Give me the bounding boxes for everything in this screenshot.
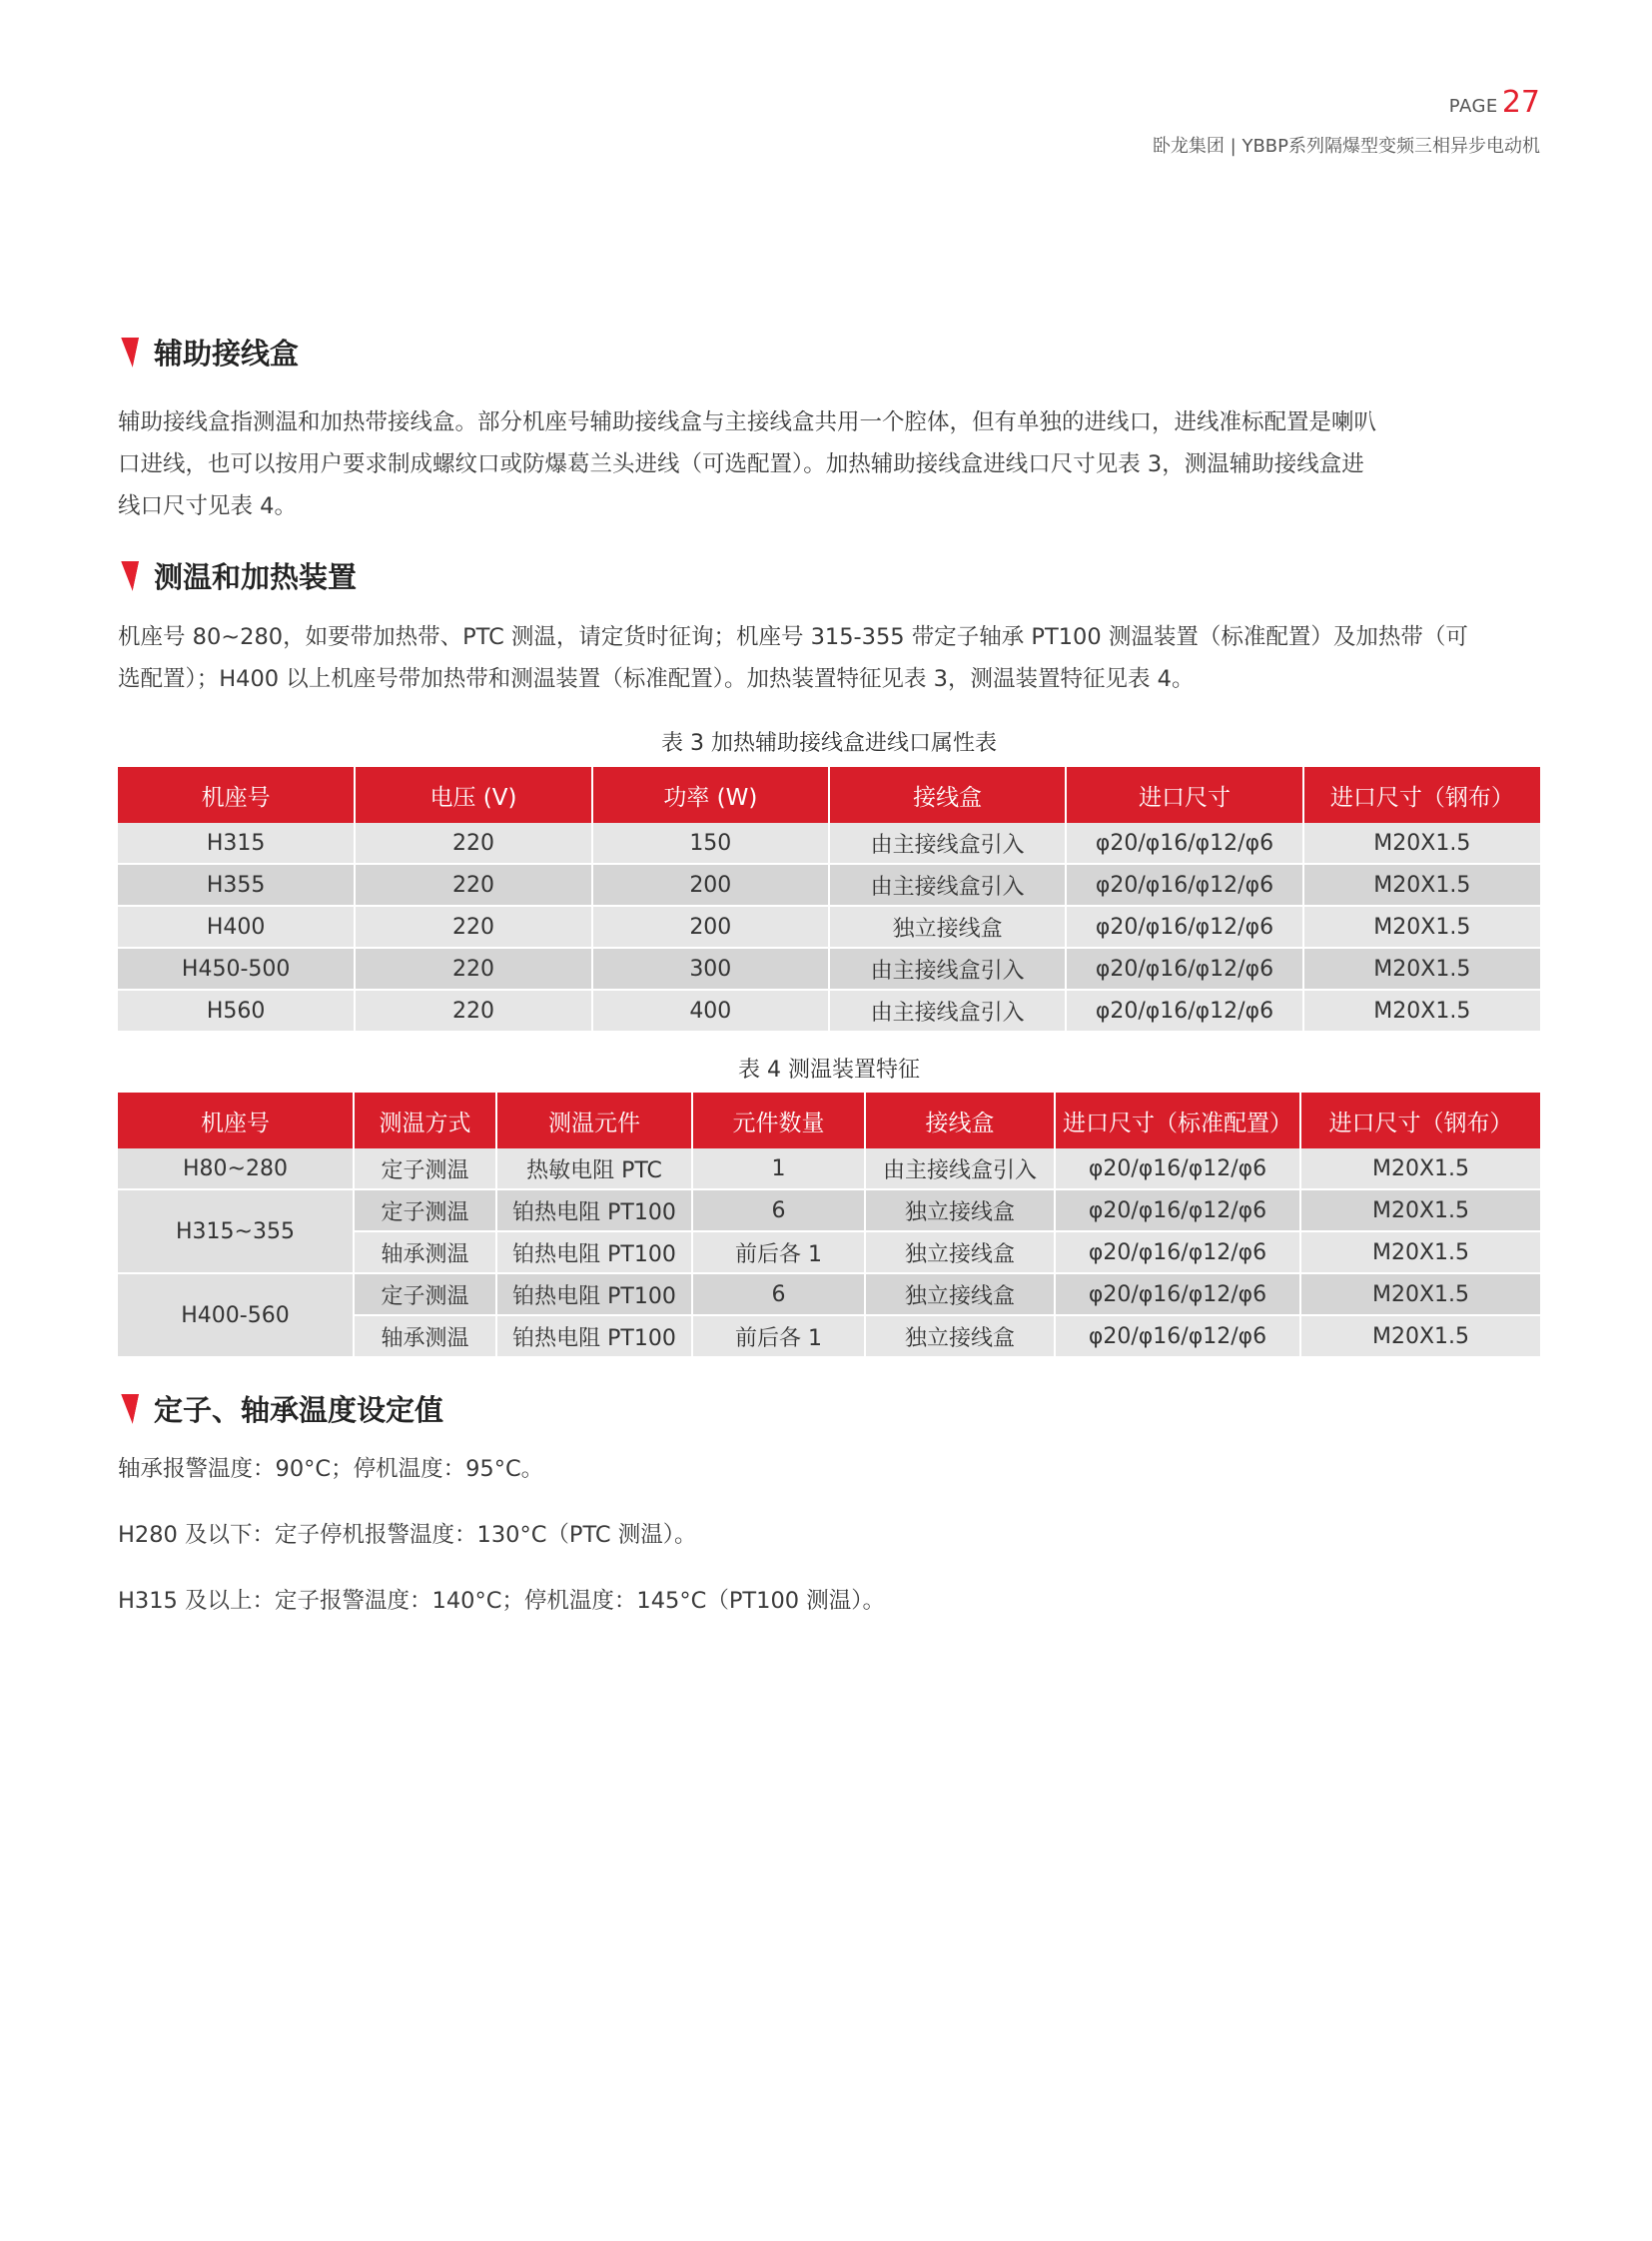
section-temperature-heating [118, 555, 1540, 596]
table-cell: 定子测温 [354, 1189, 496, 1231]
column-header: 机座号 [118, 1093, 354, 1148]
table-cell: H400 [118, 906, 355, 948]
section-marker-icon [115, 561, 139, 591]
table-cell: 150 [592, 823, 829, 864]
section-marker-icon [115, 1394, 139, 1424]
column-header: 元件数量 [692, 1093, 865, 1148]
table-cell: φ20/φ16/φ12/φ6 [1055, 1273, 1300, 1315]
table-cell: 铂热电阻 PT100 [496, 1189, 692, 1231]
table-cell: H560 [118, 990, 355, 1032]
table-cell: 300 [592, 948, 829, 990]
frame-group-cell: H400-560 [118, 1273, 354, 1357]
table-cell: 220 [355, 906, 591, 948]
table-cell: M20X1.5 [1300, 1315, 1540, 1357]
table-cell: M20X1.5 [1303, 906, 1540, 948]
section-auxiliary-box-body [118, 401, 1540, 527]
column-header: 测温元件 [496, 1093, 692, 1148]
table-cell: 由主接线盒引入 [829, 823, 1066, 864]
table-cell: M20X1.5 [1300, 1273, 1540, 1315]
table-cell: M20X1.5 [1300, 1148, 1540, 1189]
page-number: 27 [1501, 85, 1540, 120]
table-cell: M20X1.5 [1303, 864, 1540, 906]
table4-wrap [118, 1093, 1540, 1358]
table-row [118, 906, 1540, 948]
table-cell: 220 [355, 990, 591, 1032]
section-auxiliary-box [118, 332, 1540, 373]
table-cell: 前后各 1 [692, 1231, 865, 1273]
paragraph-line: 辅助接线盒指测温和加热带接线盒。部分机座号辅助接线盒与主接线盒共用一个腔体，但有单独的进线口，进线准标配置是喇叭 [118, 409, 1377, 435]
heating-box-table [118, 767, 1540, 1033]
table3-wrap [118, 767, 1540, 1033]
table-cell: 轴承测温 [354, 1315, 496, 1357]
section-temperature-settings-body [118, 1514, 1540, 1556]
table-cell: φ20/φ16/φ12/φ6 [1066, 864, 1302, 906]
table-header-row [118, 1093, 1540, 1148]
table-cell: 热敏电阻 PTC [496, 1148, 692, 1189]
table-cell: 独立接线盒 [865, 1189, 1055, 1231]
table-cell: φ20/φ16/φ12/φ6 [1055, 1315, 1300, 1357]
table-cell: H355 [118, 864, 355, 906]
column-header: 电压 (V) [355, 767, 591, 823]
column-header: 进口尺寸 [1066, 767, 1302, 823]
table-cell: 独立接线盒 [829, 906, 1066, 948]
table-cell: H315 [118, 823, 355, 864]
table-cell: 独立接线盒 [865, 1273, 1055, 1315]
frame-group-cell: H80~280 [118, 1148, 354, 1189]
page-header [1152, 85, 1540, 158]
table-cell: 1 [692, 1148, 865, 1189]
table-cell: M20X1.5 [1303, 948, 1540, 990]
table-cell: 独立接线盒 [865, 1231, 1055, 1273]
table-cell: 由主接线盒引入 [829, 948, 1066, 990]
table-row [118, 1189, 1540, 1231]
table-cell: H450-500 [118, 948, 355, 990]
table-row [118, 823, 1540, 864]
temperature-device-table [118, 1093, 1540, 1358]
table-cell: φ20/φ16/φ12/φ6 [1055, 1189, 1300, 1231]
paragraph-line: 轴承报警温度：90°C；停机温度：95°C。 [118, 1456, 544, 1482]
section-temperature-heating-body [118, 616, 1540, 700]
column-header: 功率 (W) [592, 767, 829, 823]
table-cell: φ20/φ16/φ12/φ6 [1066, 906, 1302, 948]
section-title-text: 测温和加热装置 [154, 560, 358, 594]
section-title [118, 1388, 1540, 1429]
table-cell: 铂热电阻 PT100 [496, 1231, 692, 1273]
table-caption: 表 4 测温装置特征 [738, 1058, 920, 1083]
column-header: 进口尺寸（钢布） [1300, 1093, 1540, 1148]
table-cell: 200 [592, 864, 829, 906]
table-cell: 6 [692, 1273, 865, 1315]
table4-caption-wrap [118, 1053, 1540, 1084]
section-temperature-settings-body [118, 1580, 1540, 1622]
section-temperature-settings [118, 1388, 1540, 1429]
table-cell: M20X1.5 [1303, 823, 1540, 864]
table-cell: M20X1.5 [1303, 990, 1540, 1032]
table-cell: 铂热电阻 PT100 [496, 1273, 692, 1315]
section-title-text: 辅助接线盒 [154, 337, 300, 371]
column-header: 机座号 [118, 767, 355, 823]
table-cell: 定子测温 [354, 1148, 496, 1189]
table-cell: 由主接线盒引入 [829, 864, 1066, 906]
column-header: 接线盒 [865, 1093, 1055, 1148]
section-marker-icon [115, 338, 139, 368]
table-cell: 220 [355, 823, 591, 864]
table-cell: 铂热电阻 PT100 [496, 1315, 692, 1357]
paragraph-line: 选配置）；H400 以上机座号带加热带和测温装置（标准配置）。加热装置特征见表 3，测温装置特征见表 4。 [118, 666, 1195, 692]
table-cell: φ20/φ16/φ12/φ6 [1055, 1148, 1300, 1189]
paragraph-line: H315 及以上：定子报警温度：140°C；停机温度：145°C（PT100 测温）。 [118, 1588, 885, 1614]
document-subtitle: 卧龙集团 | YBBP系列隔爆型变频三相异步电动机 [1152, 136, 1540, 157]
table-caption: 表 3 加热辅助接线盒进线口属性表 [661, 731, 997, 756]
paragraph-line: 口进线，也可以按用户要求制成螺纹口或防爆葛兰头进线（可选配置）。加热辅助接线盒进线口尺寸见表 3，测温辅助接线盒进 [118, 451, 1364, 477]
table-cell: M20X1.5 [1300, 1189, 1540, 1231]
section-title-text: 定子、轴承温度设定值 [154, 1393, 444, 1427]
table-cell: 定子测温 [354, 1273, 496, 1315]
column-header: 进口尺寸（标准配置） [1055, 1093, 1300, 1148]
paragraph-line: 机座号 80~280，如要带加热带、PTC 测温，请定货时征询；机座号 315-355 带定子轴承 PT100 测温装置（标准配置）及加热带（可 [118, 624, 1468, 650]
table-cell: 独立接线盒 [865, 1315, 1055, 1357]
table-cell: 400 [592, 990, 829, 1032]
table-cell: φ20/φ16/φ12/φ6 [1066, 990, 1302, 1032]
table-row [118, 864, 1540, 906]
table-cell: 轴承测温 [354, 1231, 496, 1273]
section-temperature-settings-body [118, 1448, 1540, 1490]
table-row [118, 990, 1540, 1032]
table-header-row [118, 767, 1540, 823]
table-row [118, 948, 1540, 990]
paragraph-line: H280 及以下：定子停机报警温度：130°C（PTC 测温）。 [118, 1522, 697, 1548]
page-indicator [1153, 85, 1540, 120]
table-cell: 220 [355, 948, 591, 990]
table-cell: φ20/φ16/φ12/φ6 [1055, 1231, 1300, 1273]
section-title [118, 332, 1540, 373]
column-header: 接线盒 [829, 767, 1066, 823]
table3-caption-wrap [118, 726, 1540, 757]
column-header: 测温方式 [354, 1093, 496, 1148]
section-title [118, 555, 1540, 596]
table-cell: M20X1.5 [1300, 1231, 1540, 1273]
table-cell: 200 [592, 906, 829, 948]
paragraph-line: 线口尺寸见表 4。 [118, 493, 297, 519]
column-header: 进口尺寸（钢布） [1303, 767, 1540, 823]
table-cell: φ20/φ16/φ12/φ6 [1066, 823, 1302, 864]
table-cell: φ20/φ16/φ12/φ6 [1066, 948, 1302, 990]
table-row [118, 1273, 1540, 1315]
table-cell: 6 [692, 1189, 865, 1231]
table-cell: 220 [355, 864, 591, 906]
table-cell: 前后各 1 [692, 1315, 865, 1357]
page-label: PAGE [1448, 96, 1498, 117]
table-row [118, 1148, 1540, 1189]
frame-group-cell: H315~355 [118, 1189, 354, 1273]
table-cell: 由主接线盒引入 [829, 990, 1066, 1032]
table-cell: 由主接线盒引入 [865, 1148, 1055, 1189]
